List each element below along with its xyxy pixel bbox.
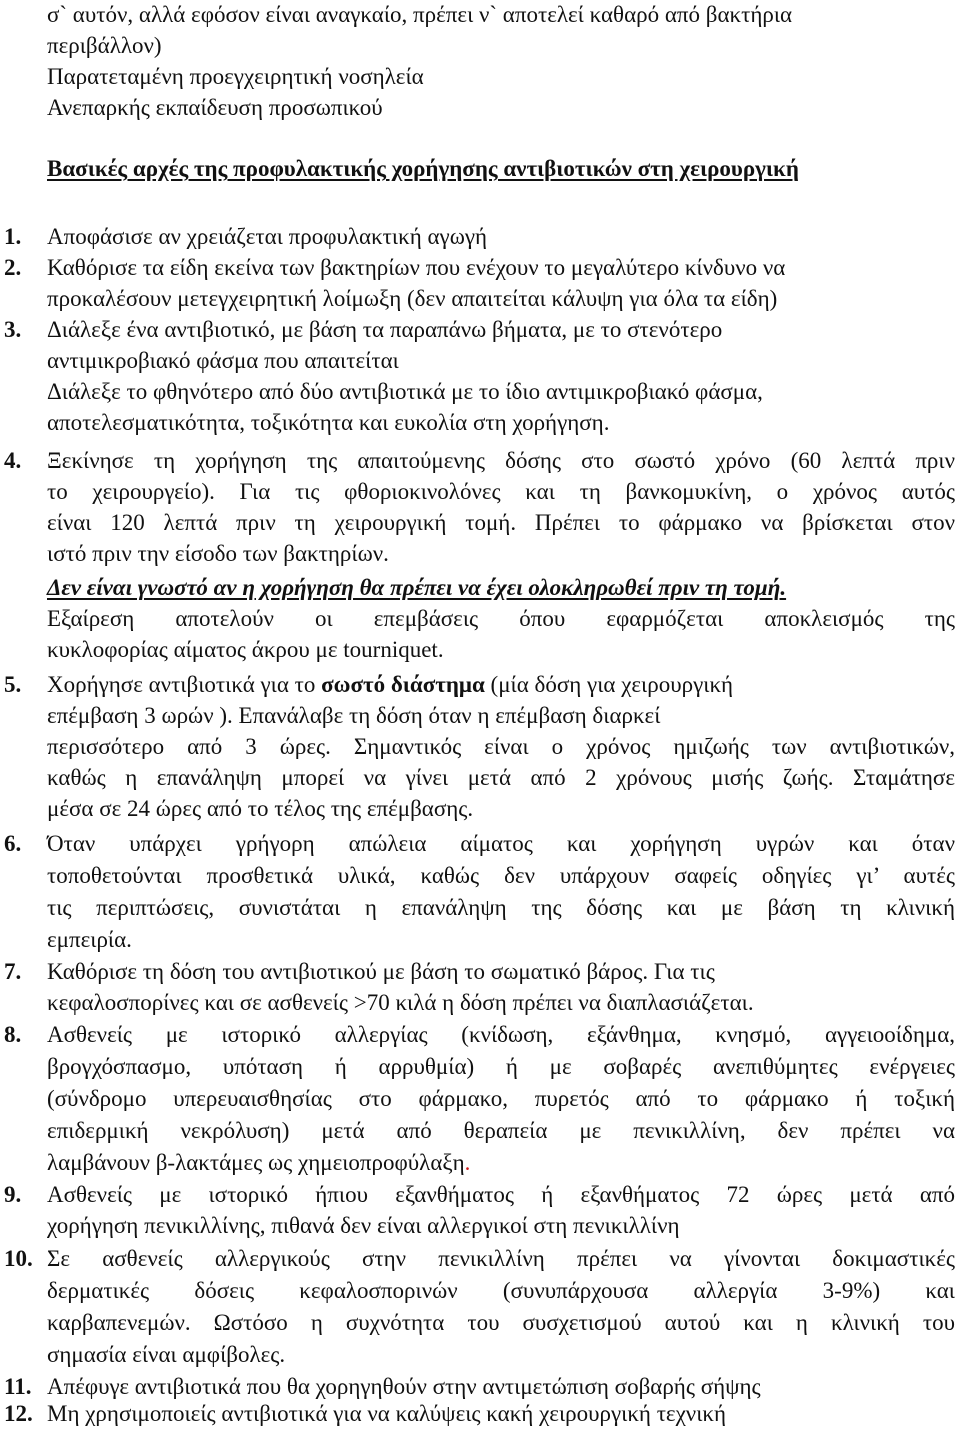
item-5-line-3: περισσότερο από 3 ώρες. Σημαντικός είναι ο χρόνος ημιζωής των αντιβιοτικών, [47, 734, 955, 759]
item-12-line-1: Μη χρησιμοποιείς αντιβιοτικά για να καλύψεις κακή χειρουργική τεχνική [47, 1401, 727, 1426]
intro-line-2: περιβάλλον) [47, 33, 162, 58]
item-3-number: 3. [4, 317, 22, 342]
item-10-line-1: Σε ασθενείς αλλεργικούς στην πενικιλλίνη πρέπει να γίνονται δοκιμαστικές [47, 1246, 955, 1271]
item-4-line-1: Ξεκίνησε τη χορήγηση της απαιτούμενης δόσης στο σωστό χρόνο (60 λεπτά πριν [47, 448, 955, 473]
item-3-line-2: αντιμικροβιακό φάσμα που απαιτείται [47, 348, 399, 373]
item-3-line-1: Διάλεξε ένα αντιβιοτικό, με βάση τα παραπάνω βήματα, με το στενότερο [47, 317, 723, 342]
item-7-line-2: κεφαλοσπορίνες και σε ασθενείς >70 κιλά η δόση πρέπει να διαπλασιάζεται. [47, 990, 754, 1015]
item-9-line-2: χορήγηση πενικιλλίνης, πιθανά δεν είναι αλλεργικοί στη πενικιλλίνη [47, 1213, 680, 1238]
item-12-number: 12. [4, 1401, 33, 1426]
item-5-number: 5. [4, 672, 22, 697]
intro-line-1: σ` αυτόν, αλλά εφόσον είναι αναγκαίο, πρέπει ν` αποτελεί καθαρό από βακτήρια [47, 2, 793, 27]
item-3-line-4: αποτελεσματικότητα, τοξικότητα και ευκολία στη χορήγηση. [47, 410, 610, 435]
item-8-line-3: (σύνδρομο υπερευαισθησίας στο φάρμακο, πυρετός από το φάρμακο ή τοξική [47, 1086, 955, 1111]
item-6-number: 6. [4, 831, 22, 856]
item-3-line-3: Διάλεξε το φθηνότερο από δύο αντιβιοτικά με το ίδιο αντιμικροβιακό φάσμα, [47, 379, 763, 404]
item-7-number: 7. [4, 959, 22, 984]
item-8-line-5 [47, 1148, 955, 1178]
item-8-line-2: βρογχόσπασμο, υπόταση ή αρρυθμία) ή με σοβαρές ανεπιθύμητες ενέργειες [47, 1054, 955, 1079]
item-2-line-1: Καθόρισε τα είδη εκείνα των βακτηρίων που ενέχουν το μεγαλύτερο κίνδυνο να [47, 255, 786, 280]
intro-line-4: Ανεπαρκής εκπαίδευση προσωπικού [47, 95, 383, 120]
item-10-number: 10. [4, 1246, 33, 1271]
item-9-line-1: Ασθενείς με ιστορικό ήπιου εξανθήματος ή εξανθήματος 72 ώρες μετά από [47, 1182, 955, 1207]
item-2-line-2: προκαλέσουν μετεγχειρητική λοίμωξη (δεν απαιτείται κάλυψη για όλα τα είδη) [47, 286, 778, 311]
item-11-line-1: Απέφυγε αντιβιοτικά που θα χορηγηθούν στην αντιμετώπιση σοβαρής σήψης [47, 1374, 761, 1399]
item-8-line-1: Ασθενείς με ιστορικό αλλεργίας (κνίδωση, εξάνθημα, κνησμό, αγγειοοίδημα, [47, 1022, 955, 1047]
item-8-number: 8. [4, 1022, 22, 1047]
item-1-line-1: Αποφάσισε αν χρειάζεται προφυλακτική αγωγή [47, 224, 488, 249]
item-7-line-1: Καθόρισε τη δόση του αντιβιοτικού με βάση το σωματικό βάρος. Για τις [47, 959, 715, 984]
item-5-line-5: μέσα σε 24 ώρες από το τέλος της επέμβασης. [47, 796, 474, 821]
item-4-line-2: το χειρουργείο). Για τις φθοριοκινολόνες και τη βανκομυκίνη, ο χρόνος αυτός [47, 479, 955, 504]
item-9-number: 9. [4, 1182, 22, 1207]
item-5-line-1 [47, 670, 955, 700]
item-4-emphasis-line: Δεν είναι γνωστό αν η χορήγηση θα πρέπει να έχει ολοκληρωθεί πριν τη τομή. [47, 575, 787, 600]
item-4-number: 4. [4, 448, 22, 473]
item-2-number: 2. [4, 255, 22, 280]
item-5-line-2: επέμβαση 3 ωρών ). Επανάλαβε τη δόση όταν η επέμβαση διαρκεί [47, 703, 661, 728]
item-4-line-7: κυκλοφορίας αίματος άκρου με tourniquet. [47, 637, 444, 662]
item-5-line-1-post: (μία δόση για χειρουργική [484, 672, 734, 697]
item-6-line-1: Όταν υπάρχει γρήγορη απώλεια αίματος και χορήγηση υγρών και όταν [47, 831, 955, 856]
item-4-line-6: Εξαίρεση αποτελούν οι επεμβάσεις όπου εφαρμόζεται αποκλεισμός της [47, 606, 955, 631]
item-6-line-2: τοποθετούνται προσθετικά υλικά, καθώς δεν υπάρχουν σαφείς οδηγίες γι’ αυτές [47, 863, 955, 888]
item-8-line-4: επιδερμική νεκρόλυση) μετά από θεραπεία με πενικιλλίνη, δεν πρέπει να [47, 1118, 955, 1143]
item-4-line-4: ιστό πριν την είσοδο των βακτηρίων. [47, 541, 389, 566]
item-5-line-4: καθώς η επανάληψη μπορεί να γίνει μετά από 2 χρόνους μισής ζωής. Σταμάτησε [47, 765, 955, 790]
item-8-line-5-text: λαμβάνουν β-λακτάμες ως χημειοπροφύλαξη [47, 1150, 465, 1175]
item-4-line-3: είναι 120 λεπτά πριν τη χειρουργική τομή. Πρέπει το φάρμακο να βρίσκεται στον [47, 510, 955, 535]
item-10-line-4: σημασία είναι αμφίβολες. [47, 1342, 286, 1367]
item-6-line-3: τις περιπτώσεις, συνιστάται η επανάληψη της δόσης και με βάση τη κλινική [47, 895, 955, 920]
item-8-red-period: . [464, 1150, 471, 1175]
item-10-line-3: καρβαπενεμών. Ωστόσο η συχνότητα του συσχετισμού αυτού και η κλινική του [47, 1310, 955, 1335]
item-10-line-2: δερματικές δόσεις κεφαλοσπορινών (συνυπάρχουσα αλλεργία 3-9%) και [47, 1278, 955, 1303]
item-5-line-1-pre: Χορήγησε αντιβιοτικά για το [47, 672, 322, 697]
item-11-number: 11. [4, 1374, 32, 1399]
item-6-line-4: εμπειρία. [47, 927, 132, 952]
section-heading: Βασικές αρχές της προφυλακτικής χορήγησης αντιβιοτικών στη χειρουργική [47, 156, 799, 181]
item-5-bold-phrase: σωστό διάστημα [321, 672, 485, 697]
item-1-number: 1. [4, 224, 22, 249]
intro-line-3: Παρατεταμένη προεγχειρητική νοσηλεία [47, 64, 424, 89]
